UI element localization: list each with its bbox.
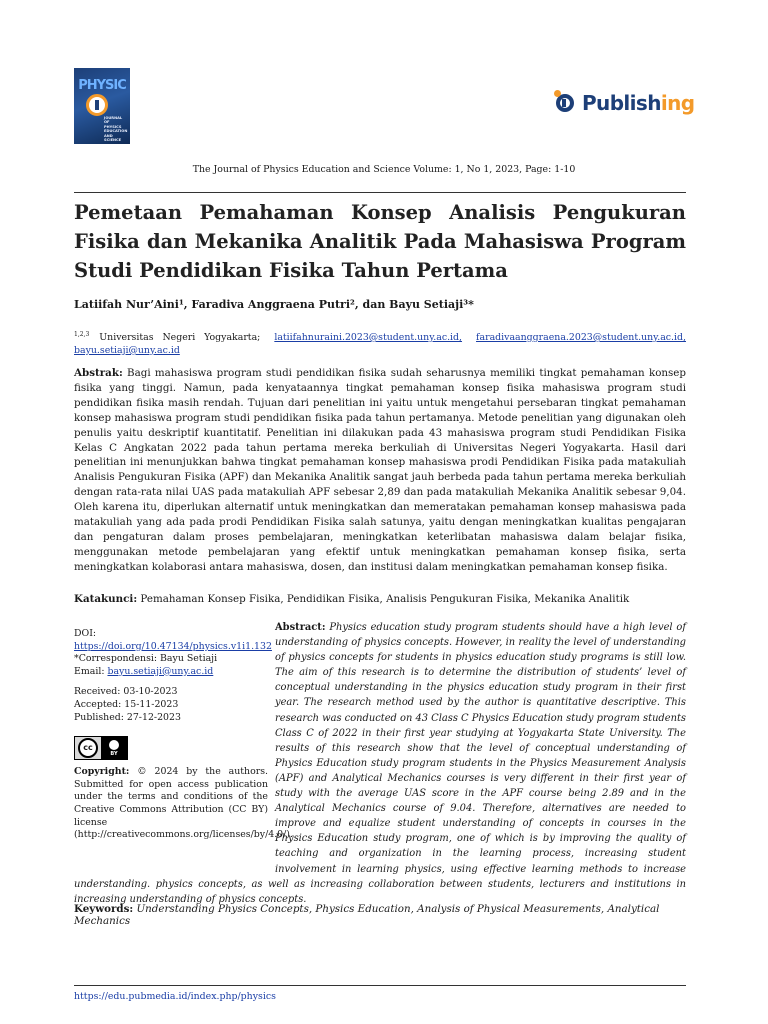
keywords-english: Keywords: Understanding Physics Concepts, Physics Education, Analysis of Physical Measurements, Analytical Mechanics xyxy=(74,903,660,927)
journal-citation-line: The Journal of Physics Education and Science Volume: 1, No 1, 2023, Page: 1-10 xyxy=(192,164,576,175)
doi-link[interactable]: https://doi.org/10.47134/physics.v1i1.132 xyxy=(74,640,272,652)
author-email-link-2[interactable]: faradivaanggraena.2023@student.uny.ac.id, xyxy=(476,332,686,343)
author-email-link-3[interactable]: bayu.setiaji@uny.ac.id xyxy=(74,345,180,356)
author-list: Latiifah Nur’Aini¹, Faradiva Anggraena Putri², dan Bayu Setiaji³* xyxy=(74,298,474,311)
received-date: Received: 03-10-2023 xyxy=(74,686,178,698)
abstract-id-label: Abstrak: xyxy=(74,367,123,379)
published-date: Published: 27-12-2023 xyxy=(74,711,181,723)
correspondence: *Correspondensi: Bayu Setiaji xyxy=(74,653,218,665)
abstract-indonesian xyxy=(74,366,686,575)
email-line: Email: bayu.setiaji@uny.ac.id xyxy=(74,665,214,677)
accepted-date: Accepted: 15-11-2023 xyxy=(74,698,179,710)
cover-logo-icon xyxy=(86,94,108,116)
publisher-logo: Publishing xyxy=(554,88,695,118)
abstract-english xyxy=(74,620,686,907)
cover-title: PHYSIC xyxy=(78,78,126,93)
header-divider xyxy=(74,192,686,193)
affiliation: $^{1,2,3}$ Universitas Negeri Yogyakarta; latiifahnuraini.2023@student.uny.ac.id, faradivaanggraena.2023@student.uny.ac.id, bayu.setiaji@uny.ac.id xyxy=(74,331,686,356)
journal-url-link[interactable]: https://edu.pubmedia.id/index.php/physics xyxy=(74,991,276,1002)
correspondence-email-link[interactable]: bayu.setiaji@uny.ac.id xyxy=(107,665,214,677)
copyright-notice: Copyright: © 2024 by the authors. Submitted for open access publication under the terms and conditions of the Creative Commons Attribution (CC BY) license (http://creativecommons.org/licenses/by/4.0/). xyxy=(74,766,293,841)
keywords-indonesian: Katakunci: Pemahaman Konsep Fisika, Pendidikan Fisika, Analisis Pengukuran Fisika, Mekanika Analitik xyxy=(74,593,630,605)
abstract-id-text: Bagi mahasiswa program studi pendidikan fisika sudah seharusnya memiliki tingkat pemahaman konsep fisika yang tinggi. Namun, pada kenyataannya tingkat pemahaman konsep fisika mahasiswa program studi pendidikan fisika masih rendah. Tujuan dari penelitian ini yaitu untuk mengetahui persebaran tingkat pemahaman konsep mahasiswa program studi pendidikan fisika pada tahun pertamanya. Metode penelitian yang digunakan oleh penulis yaitu deskriptif kuantitatif. Penelitian ini dilakukan pada 43 mahasiswa program studi Pendidikan Fisika Kelas C Angkatan 2022 pada tahun pertama mereka berkuliah di Universitas Negeri Yogyakarta. Hasil dari penelitian ini menunjukkan bahwa tingkat pemahaman konsep mahasiswa prodi Pendidikan Fisika pada matakuliah Analisis Pengukuran Fisika (APF) dan Mekanika Analitik sangat jauh berbeda pada tahun pertama mereka berkuliah dengan rata-rata nilai UAS pada matakuliah APF sebesar 2,89 dan pada matakuliah Mekanika Analitik sebesar 9,04. Oleh karena itu, diperlukan alternatif untuk meningkatkan dan memeratakan pemahaman konsep mahasiswa pada matakuliah yang ada pada prodi Pendidikan Fisika salah satunya, yaitu dengan meningkatkan kualitas pengajaran dan pengaturan dalam proses pembelajaran, meningkatkan keterlibatan mahasiswa dalam belajar fisika, menggunakan metode pembelajaran yang efektif untuk meningkatkan pemahaman konsep fisika, serta meningkatkan kolaborasi antara mahasiswa, dosen, dan institusi dalam meningkatkan pemahaman konsep fisika. xyxy=(74,367,686,573)
doi-label: DOI: xyxy=(74,628,97,639)
footer-divider xyxy=(74,985,686,986)
publisher-logo-icon xyxy=(554,90,580,116)
journal-cover-image xyxy=(74,68,130,144)
abstract-en-text: Physics education study program students should have a high level of understanding of physics concepts. However, in reality the level of understanding of physics concepts for students in physics education study programs is still low. The aim of this research is to determine the distribution of students’ level of conceptual understanding in the physics education study program in their first year. The research method used by the author is quantitative descriptive. This research was conducted on 43 Class C Physics Education study program students Class C of 2022 in their first year studying at Yogyakarta State University. The results of this research show that the level of conceptual understanding of Physics Education study program students in the Physics Measurement Analysis (APF) and Analytical Mechanics courses is very different in their first year of study with the average UAS score in the APF course being 2.89 and in the Analytical Mechanics course of 9.04. Therefore, alternatives are needed to improve and equalize student understanding of concepts in courses in the Physics Education study program, one of which is by improving the quality of teaching and organization in the learning process, increasing student involvement in learning physics, using effective learning methods to increase understanding. physics concepts, as well as increasing collaboration between students, lecturers and institutions in increasing understanding of physics concepts. xyxy=(74,622,687,905)
cc-by-license-badge[interactable]: cc BY xyxy=(74,736,128,760)
cc-icon: cc xyxy=(78,738,98,758)
cover-subtitle: JOURNAL OF PHYSICS EDUCATION AND SCIENCE xyxy=(104,116,128,143)
author-email-link-1[interactable]: latiifahnuraini.2023@student.uny.ac.id, xyxy=(274,332,463,343)
abstract-en-label: Abstract: xyxy=(275,622,326,633)
article-title: Pemetaan Pemahaman Konsep Analisis Pengukuran Fisika dan Mekanika Analitik Pada Mahasiswa Program Studi Pendidikan Fisika Tahun Pertama xyxy=(74,201,686,282)
